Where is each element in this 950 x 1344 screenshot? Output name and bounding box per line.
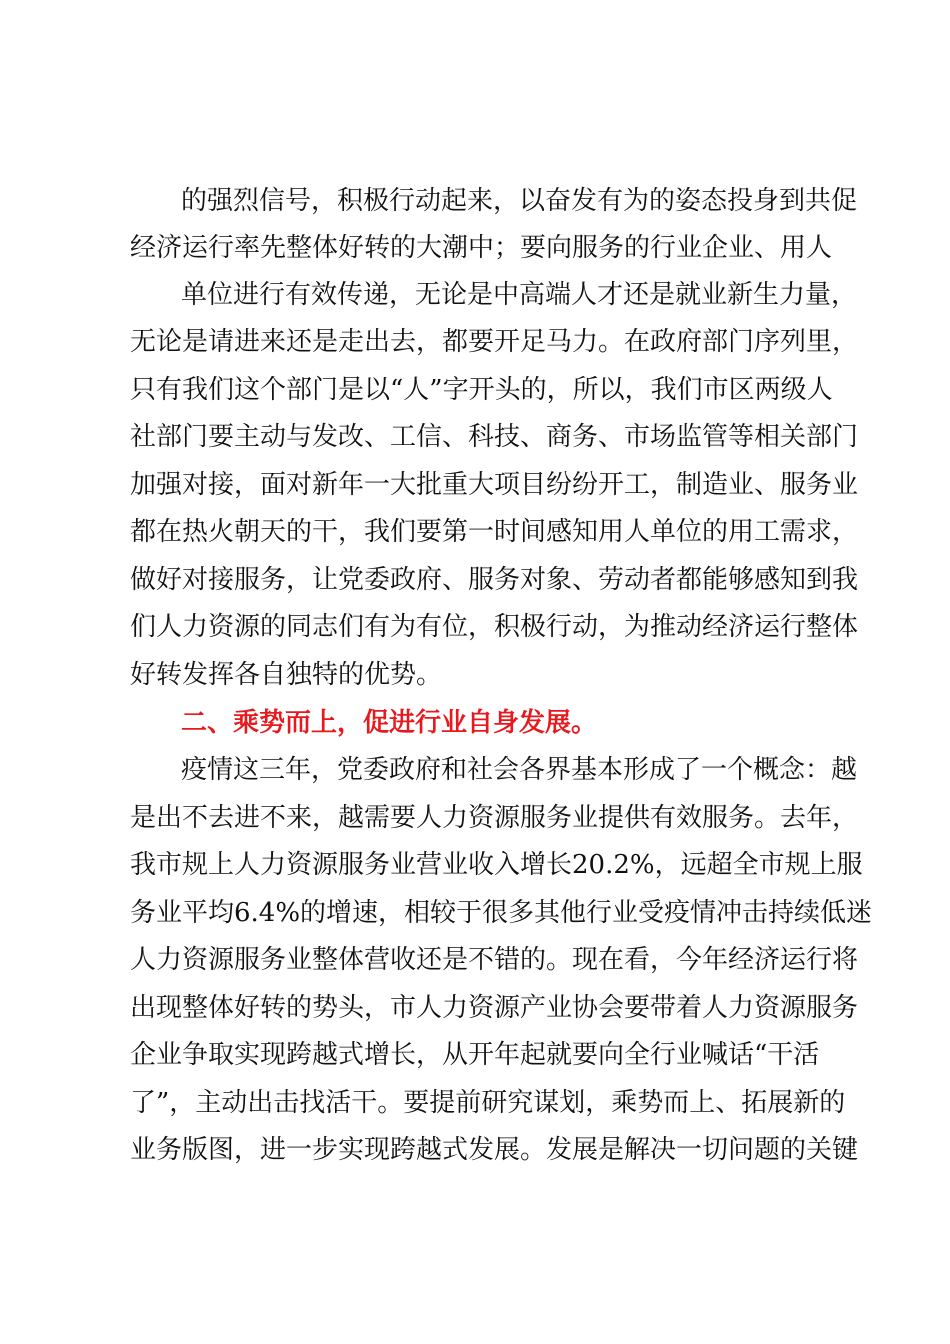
paragraph-2-line-2: 无论是请进来还是走出去，都要开足马力。在政府部门序列里，	[130, 327, 859, 357]
paragraph-1-line-1: 的强烈信号，积极行动起来，以奋发有为的姿态投身到共促	[181, 186, 858, 216]
section-heading-2: 二、乘势而上，促进行业自身发展。	[181, 708, 598, 738]
paragraph-2-line-9: 好转发挥各自独特的优势。	[130, 660, 443, 690]
paragraph-3-line-5: 人力资源服务业整体营收还是不错的。现在看，今年经济运行将	[130, 945, 859, 975]
paragraph-2-line-4: 社部门要主动与发改、工信、科技、商务、市场监管等相关部门	[130, 422, 859, 452]
paragraph-2-line-3: 只有我们这个部门是以“人”字开头的，所以，我们市区两级人	[130, 375, 833, 405]
paragraph-3-line-6: 出现整体好转的势头，市人力资源产业协会要带着人力资源服务	[130, 993, 859, 1023]
paragraph-2-line-5: 加强对接，面对新年一大批重大项目纷纷开工，制造业、服务业	[130, 470, 859, 500]
paragraph-3-line-4: 务业平均6.4%的增速，相较于很多其他行业受疫情冲击持续低迷	[130, 898, 873, 928]
paragraph-3-line-7: 企业争取实现跨越式增长，从开年起就要向全行业喊话“干活	[130, 1040, 820, 1070]
paragraph-2-line-6: 都在热火朝天的干，我们要第一时间感知用人单位的用工需求，	[130, 517, 859, 547]
paragraph-2-line-1: 单位进行有效传递，无论是中高端人才还是就业新生力量，	[181, 280, 858, 310]
paragraph-3-line-3: 我市规上人力资源服务业营业收入增长20.2%，远超全市规上服	[130, 850, 863, 880]
paragraph-1-line-2: 经济运行率先整体好转的大潮中；要向服务的行业企业、用人	[130, 233, 833, 263]
paragraph-3-line-1: 疫情这三年，党委政府和社会各界基本形成了一个概念：越	[181, 755, 858, 785]
paragraph-3-line-9: 业务版图，进一步实现跨越式发展。发展是解决一切问题的关键	[130, 1135, 859, 1165]
paragraph-3-line-2: 是出不去进不来，越需要人力资源服务业提供有效服务。去年，	[130, 803, 859, 833]
paragraph-2-line-8: 们人力资源的同志们有为有位，积极行动，为推动经济运行整体	[130, 612, 859, 642]
paragraph-3-line-8: 了”，主动出击找活干。要提前研究谋划，乘势而上、拓展新的	[130, 1088, 846, 1118]
paragraph-2-line-7: 做好对接服务，让党委政府、服务对象、劳动者都能够感知到我	[130, 565, 859, 595]
